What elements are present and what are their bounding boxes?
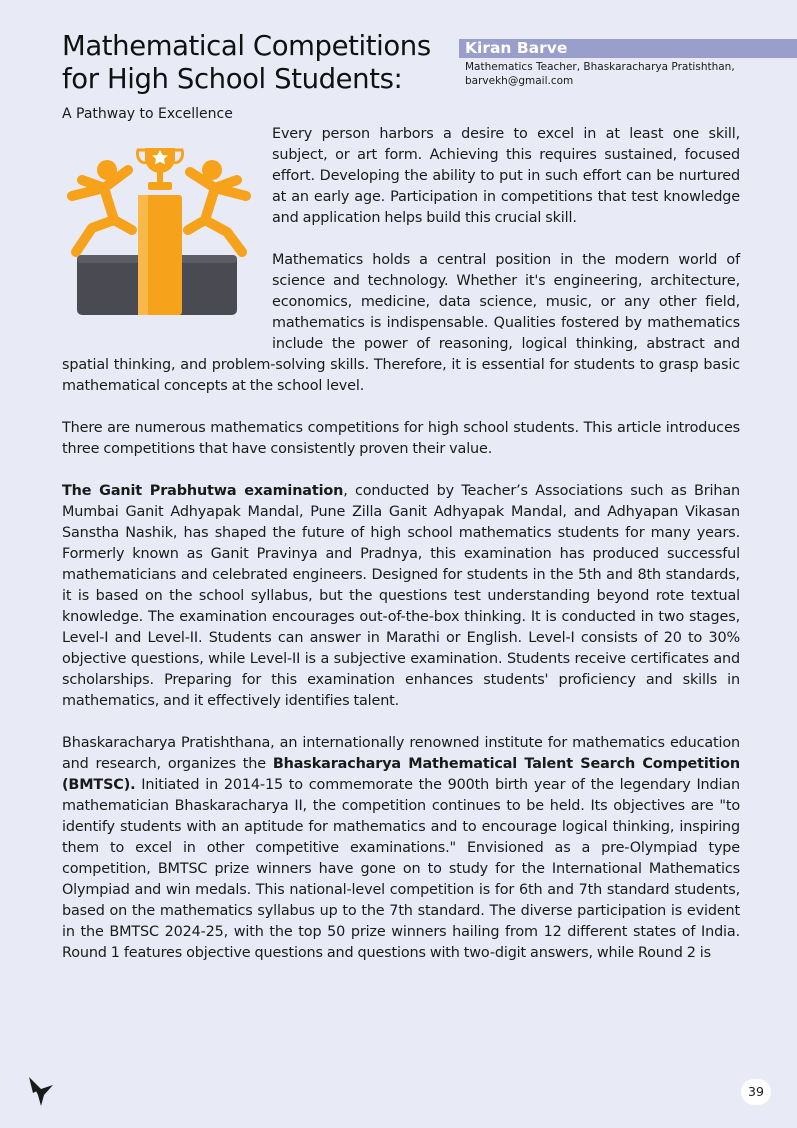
article-title	[62, 30, 457, 96]
article-subtitle: A Pathway to Excellence	[62, 106, 233, 122]
page-number: 39	[741, 1079, 771, 1105]
title-line-1: Mathematical Competitions	[62, 30, 431, 62]
paragraph-4-text: , conducted by Teacher’s Associations such as Brihan Mumbai Ganit Adhyapak Mandal, Pune Zilla Ganit Adhyapak Mandal, and Adhyapan Vikasan Sanstha Nashik, has shaped the future of high school mathematics students for many years. Formerly known as Ganit Pravinya and Pradnya, this examination has produced successful mathematicians and celebrated engineers. Designed for students in the 5th and 8th standards, it is based on the school syllabus, but the questions test understanding beyond rote textual knowledge. The examination encourages out-of-the-box thinking. It is conducted in two stages, Level-I and Level-II. Students can answer in Marathi or English. Level-I consists of 20 to 30% objective questions, while Level-II is a subjective examination. Students receive certificates and scholarships. Preparing for this examination enhances students' proficiency and skills in mathematics, and it effectively identifies talent.	[62, 483, 741, 709]
author-role-line-1: Mathematics Teacher, Bhaskaracharya Pratishthan,	[465, 61, 735, 73]
paragraph-2: Mathematics holds a central position in the modern world of science and technology. Whether it's engineering, architecture, economics, medicine, data science, music, or any other field, mathematics is indispensable. Qualities fostered by mathematics include the power of reasoning, logical thinking, abstract and spatial thinking, and problem-solving skills. Therefore, it is essential for students to grasp basic mathematical concepts at the school level.	[62, 252, 740, 394]
paragraph-4	[62, 481, 740, 712]
author-email: barvekh@gmail.com	[465, 75, 574, 87]
paragraph-5-text: Initiated in 2014-15 to commemorate the 900th birth year of the legendary Indian mathematician Bhaskaracharya II, the competition continues to be held. Its objectives are "to identify students with an aptitude for mathematics and to encourage logical thinking, inspiring them to excel in other competitive examinations." Envisioned as a pre-Olympiad type competition, BMTSC prize winners have gone on to study for the International Mathematics Olympiad and win medals. This national-level competition is for 6th and 7th standard students, based on the mathematics syllabus up to the 7th standard. The diverse participation is evident in the BMTSC 2024-25, with the top 50 prize winners hailing from 12 different states of India. Round 1 features objective questions and questions with two-digit answers, while Round 2 is	[62, 777, 740, 961]
ganit-prabhutwa-heading: The Ganit Prabhutwa examination	[62, 483, 344, 499]
illustration-spacer	[62, 124, 272, 338]
bird-logo-icon	[27, 1073, 55, 1107]
author-name: Kiran Barve	[465, 39, 568, 57]
paragraph-5	[62, 733, 740, 964]
paragraph-5-intro: Bhaskaracharya Pratishthana, an internationally renowned institute for mathematics education and research, organizes the	[62, 735, 740, 772]
article-body	[62, 124, 740, 985]
bmtsc-heading: Bhaskaracharya Mathematical Talent Search Competition (BMTSC).	[62, 756, 740, 793]
title-line-2: for High School Students:	[62, 63, 403, 95]
paragraph-3: There are numerous mathematics competitions for high school students. This article introduces three competitions that have consistently proven their value.	[62, 420, 740, 457]
paragraph-1: Every person harbors a desire to excel in at least one skill, subject, or art form. Achieving this requires sustained, focused effort. Developing the ability to put in such effort can be nurtured at an early age. Participation in competitions that test knowledge and application helps build this crucial skill.	[272, 126, 740, 226]
author-role	[465, 60, 785, 88]
